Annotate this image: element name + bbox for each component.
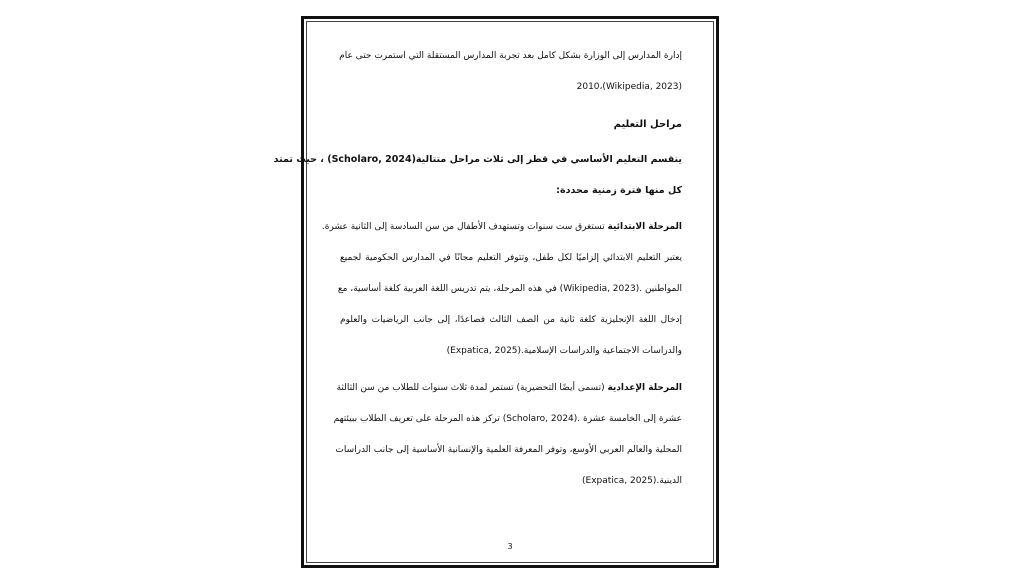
primary-line: إدخال اللغة الإنجليزية كلغة ثانية من الصف الثالث فصاعدًا، إلى جانب الرياضيات والعلوم [340, 315, 682, 325]
intro-line: ينقسم التعليم الأساسي في قطر إلى ثلاث مراحل متتالية(Scholaro, 2024) ، حيث تمتد [273, 154, 682, 165]
paragraph-line: (Wikipedia, 2023)،2010 [576, 82, 682, 92]
intro-line: كل منها فترة زمنية محددة: [556, 185, 682, 196]
primary-line: المواطنين .(Wikipedia, 2023) في هذه المرحلة، يتم تدريس اللغة العربية كلغة أساسية، مع [337, 284, 682, 294]
primary-line: يعتبر التعليم الابتدائي إلزاميًا لكل طفل، وتتوفر التعليم مجانًا في المدارس الحكومية لجميع [340, 253, 682, 263]
primary-line: والدراسات الاجتماعية والدراسات الإسلامية.(Expatica, 2025) [446, 346, 682, 356]
preparatory-first-text: (تسمى أيضًا التحضيرية) تستمر لمدة ثلاث سنوات للطلاب من سن الثالثة [336, 383, 608, 393]
page-content [273, 49, 682, 505]
primary-first-line [321, 220, 682, 235]
section-heading: مراحل التعليم [613, 119, 682, 130]
preparatory-first-line [336, 381, 682, 396]
document-page [273, 16, 719, 568]
primary-stage-title: المرحلة الابتدائية [607, 222, 682, 232]
preparatory-stage-title: المرحلة الإعدادية [607, 383, 682, 393]
page-number: 3 [507, 542, 513, 551]
paragraph-line: إدارة المدارس إلى الوزارة بشكل كامل بعد تجربة المدارس المستقلة التي استمرت حتى عام [339, 51, 682, 61]
preparatory-line: المحلية والعالم العربي الأوسع، وتوفر المعرفة العلمية والإنسانية الأساسية إلى جانب الدراسات [335, 445, 682, 455]
preparatory-line: الدينية.(Expatica, 2025) [582, 476, 682, 486]
preparatory-line: عشرة إلى الخامسة عشرة .(Scholaro, 2024) تركز هذه المرحلة على تعريف الطلاب ببيئتهم [333, 414, 682, 424]
primary-first-text: تستغرق ست سنوات وتستهدف الأطفال من سن السادسة إلى الثانية عشرة. [321, 222, 608, 232]
